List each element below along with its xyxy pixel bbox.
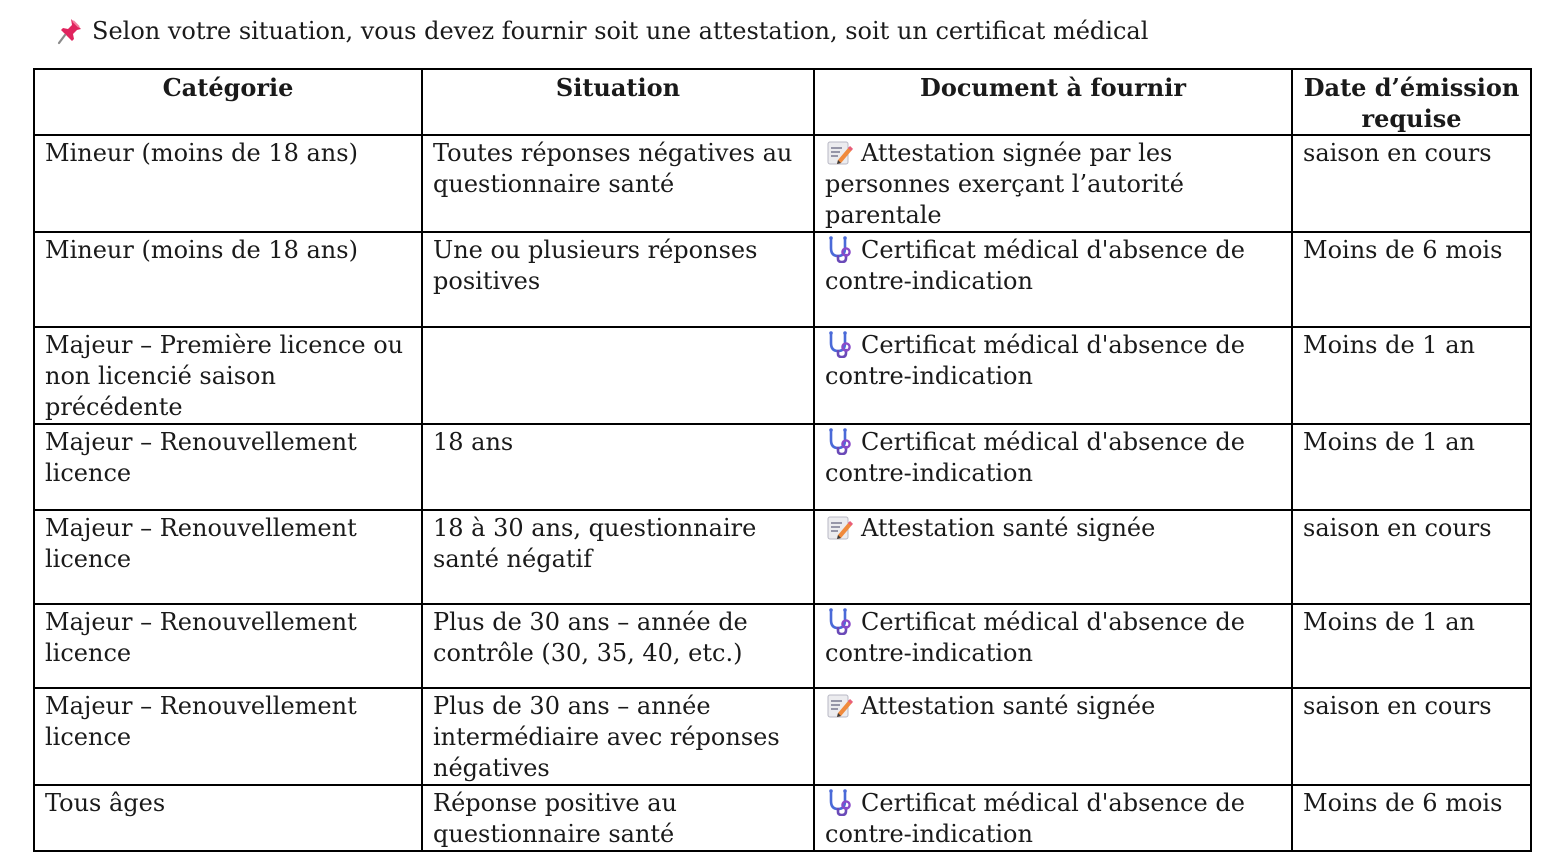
cell-date: Moins de 6 mois — [1292, 232, 1531, 327]
stethoscope-icon — [825, 235, 853, 263]
cell-date: Moins de 1 an — [1292, 424, 1531, 510]
cell-document — [814, 604, 1292, 688]
table-row — [34, 785, 1531, 851]
cell-date: Moins de 1 an — [1292, 327, 1531, 424]
cell-date: Moins de 6 mois — [1292, 785, 1531, 851]
cell-document — [814, 135, 1292, 232]
cell-situation: Plus de 30 ans – année de contrôle (30, 35, 40, etc.) — [422, 604, 814, 688]
cell-category: Majeur – Renouvellement licence — [34, 510, 422, 604]
cell-document — [814, 327, 1292, 424]
table-row — [34, 604, 1531, 688]
cell-category: Tous âges — [34, 785, 422, 851]
table-row — [34, 510, 1531, 604]
intro-line — [56, 14, 1148, 48]
document-label: Attestation santé signée — [861, 514, 1156, 542]
table-row — [34, 688, 1531, 785]
cell-document — [814, 688, 1292, 785]
cell-situation: Une ou plusieurs réponses positives — [422, 232, 814, 327]
cell-situation: 18 à 30 ans, questionnaire santé négatif — [422, 510, 814, 604]
cell-category: Majeur – Renouvellement licence — [34, 604, 422, 688]
document-label: Attestation santé signée — [861, 692, 1156, 720]
cell-situation — [422, 327, 814, 424]
document-label: Certificat médical d'absence de contre-indication — [825, 236, 1245, 295]
cell-situation: Réponse positive au questionnaire santé — [422, 785, 814, 851]
cell-situation: 18 ans — [422, 424, 814, 510]
memo-icon — [825, 691, 853, 719]
cell-document — [814, 424, 1292, 510]
pushpin-icon — [56, 16, 84, 46]
document-label: Certificat médical d'absence de contre-indication — [825, 428, 1245, 487]
cell-document — [814, 232, 1292, 327]
cell-document — [814, 785, 1292, 851]
cell-category: Majeur – Première licence ou non licencié saison précédente — [34, 327, 422, 424]
cell-document — [814, 510, 1292, 604]
document-label: Certificat médical d'absence de contre-indication — [825, 331, 1245, 390]
stethoscope-icon — [825, 330, 853, 358]
cell-category: Majeur – Renouvellement licence — [34, 424, 422, 510]
memo-icon — [825, 513, 853, 541]
header-document: Document à fournir — [814, 69, 1292, 135]
table-row — [34, 327, 1531, 424]
cell-category: Mineur (moins de 18 ans) — [34, 135, 422, 232]
cell-date: saison en cours — [1292, 135, 1531, 232]
table-row — [34, 135, 1531, 232]
cell-date: saison en cours — [1292, 510, 1531, 604]
table-row — [34, 424, 1531, 510]
document-label: Certificat médical d'absence de contre-indication — [825, 608, 1245, 667]
stethoscope-icon — [825, 607, 853, 635]
cell-situation: Plus de 30 ans – année intermédiaire avec réponses négatives — [422, 688, 814, 785]
cell-date: saison en cours — [1292, 688, 1531, 785]
document-label: Certificat médical d'absence de contre-indication — [825, 789, 1245, 848]
cell-category: Majeur – Renouvellement licence — [34, 688, 422, 785]
cell-date: Moins de 1 an — [1292, 604, 1531, 688]
header-date: Date d’émission requise — [1292, 69, 1531, 135]
header-situation: Situation — [422, 69, 814, 135]
memo-icon — [825, 138, 853, 166]
document-label: Attestation signée par les personnes exerçant l’autorité parentale — [825, 139, 1184, 229]
table-row — [34, 232, 1531, 327]
cell-category: Mineur (moins de 18 ans) — [34, 232, 422, 327]
table-header-row — [34, 69, 1531, 135]
intro-text: Selon votre situation, vous devez fournir soit une attestation, soit un certificat médical — [92, 17, 1149, 45]
cell-situation: Toutes réponses négatives au questionnaire santé — [422, 135, 814, 232]
stethoscope-icon — [825, 427, 853, 455]
stethoscope-icon — [825, 788, 853, 816]
requirements-table — [33, 68, 1532, 852]
header-categorie: Catégorie — [34, 69, 422, 135]
